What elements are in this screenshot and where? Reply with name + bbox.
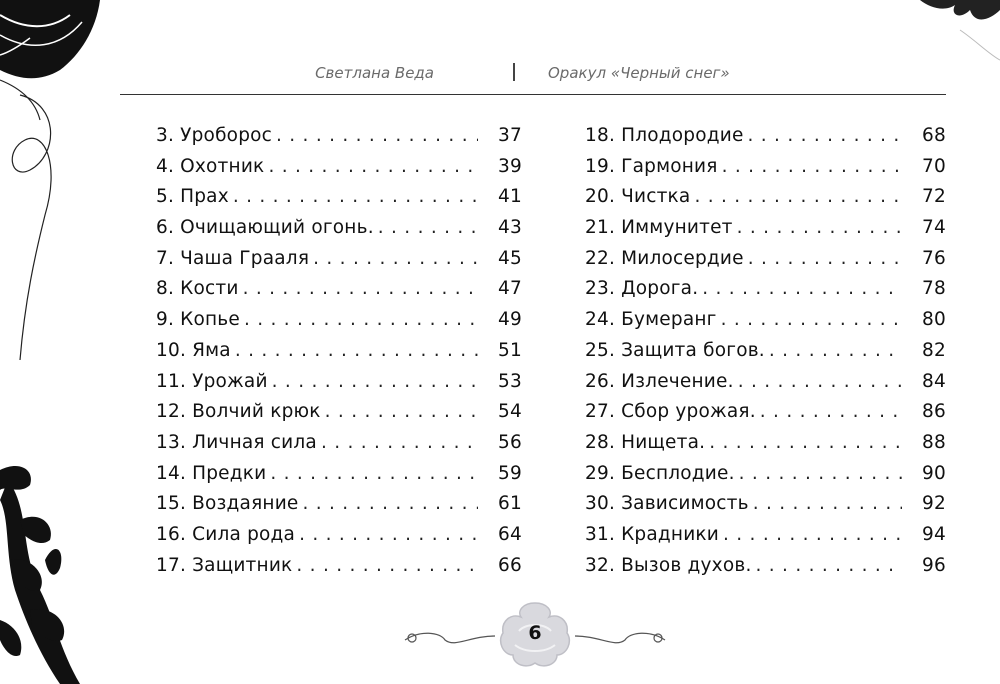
dot-leader bbox=[276, 121, 478, 152]
toc-entry bbox=[156, 182, 522, 213]
toc-entry-page: 49 bbox=[498, 309, 522, 331]
toc-entry-page: 86 bbox=[922, 401, 946, 423]
toc-entry-label: 4. Охотник bbox=[156, 155, 265, 177]
toc-entry-label: 30. Зависимость bbox=[585, 493, 749, 515]
dot-leader bbox=[709, 428, 902, 459]
toc-entry-label: 21. Иммунитет bbox=[585, 217, 733, 239]
toc-entry bbox=[585, 489, 946, 520]
toc-entry-page: 88 bbox=[922, 431, 946, 453]
toc-entry-label: 18. Плодородие bbox=[585, 125, 744, 146]
dot-leader bbox=[702, 274, 902, 305]
toc-entry bbox=[585, 397, 946, 428]
toc-entry-label: 27. Сбор урожая. bbox=[585, 401, 756, 423]
toc-entry bbox=[156, 428, 522, 459]
dot-leader bbox=[299, 520, 478, 551]
toc-entry-page: 45 bbox=[498, 247, 522, 269]
toc-entry-page: 56 bbox=[498, 431, 522, 453]
toc-entry-page: 90 bbox=[922, 462, 946, 484]
dot-leader bbox=[694, 182, 902, 213]
toc-entry bbox=[156, 336, 522, 367]
toc-entry-page: 68 bbox=[922, 125, 946, 146]
header-separator bbox=[513, 63, 515, 81]
toc-entry-label: 24. Бумеранг bbox=[585, 309, 717, 331]
toc-entry-label: 14. Предки bbox=[156, 462, 267, 484]
toc-entry bbox=[585, 182, 946, 213]
toc-entry bbox=[156, 121, 522, 152]
toc-entry-page: 80 bbox=[922, 309, 946, 331]
dot-leader bbox=[313, 244, 478, 275]
dot-leader bbox=[270, 459, 478, 490]
toc-entry-page: 70 bbox=[922, 155, 946, 177]
toc-entry-label: 11. Урожай bbox=[156, 370, 268, 392]
toc-entry-page: 66 bbox=[498, 554, 522, 576]
toc-entry bbox=[156, 397, 522, 428]
toc-entry-label: 22. Милосердие bbox=[585, 247, 744, 269]
dot-leader bbox=[738, 367, 902, 398]
dot-leader bbox=[325, 397, 478, 428]
dot-leader bbox=[296, 551, 478, 582]
toc-entry-label: 5. Прах bbox=[156, 186, 229, 208]
toc-entry-page: 94 bbox=[922, 523, 946, 545]
author-name: Светлана Веда bbox=[315, 64, 434, 82]
toc-entry bbox=[156, 367, 522, 398]
dot-leader bbox=[303, 489, 478, 520]
dot-leader bbox=[760, 397, 902, 428]
dot-leader bbox=[378, 213, 478, 244]
toc-entry-page: 92 bbox=[922, 493, 946, 515]
toc-entry-label: 3. Уроборос bbox=[156, 125, 273, 146]
toc-entry-label: 31. Крадники bbox=[585, 523, 720, 545]
toc-entry-page: 51 bbox=[498, 339, 522, 361]
toc-entry bbox=[585, 305, 946, 336]
toc-entry-page: 84 bbox=[922, 370, 946, 392]
toc-entry-page: 61 bbox=[498, 493, 522, 515]
toc-entry-page: 82 bbox=[922, 339, 946, 361]
toc-entry bbox=[585, 428, 946, 459]
toc-entry-page: 64 bbox=[498, 523, 522, 545]
toc-entry-label: 28. Нищета. bbox=[585, 431, 706, 453]
toc-entry-label: 10. Яма bbox=[156, 339, 231, 361]
toc-entry-label: 13. Личная сила bbox=[156, 431, 317, 453]
dot-leader bbox=[769, 336, 902, 367]
toc-entry bbox=[585, 459, 946, 490]
toc-entry-page: 47 bbox=[498, 278, 522, 300]
dot-leader bbox=[235, 336, 478, 367]
dot-leader bbox=[721, 305, 902, 336]
dot-leader bbox=[737, 213, 902, 244]
dot-leader bbox=[268, 152, 478, 183]
toc-entry-label: 25. Защита богов. bbox=[585, 339, 765, 361]
toc-entry bbox=[585, 336, 946, 367]
toc-entry-label: 7. Чаша Грааля bbox=[156, 247, 310, 269]
dot-leader bbox=[748, 244, 902, 275]
toc-entry-page: 54 bbox=[498, 401, 522, 423]
toc-entry bbox=[156, 520, 522, 551]
dot-leader bbox=[321, 428, 478, 459]
toc-entry bbox=[585, 213, 946, 244]
toc-entry bbox=[585, 367, 946, 398]
toc-entry-page: 96 bbox=[922, 554, 946, 576]
toc-entry-label: 26. Излечение. bbox=[585, 370, 734, 392]
toc-entry bbox=[585, 152, 946, 183]
toc-entry-label: 17. Защитник bbox=[156, 554, 293, 576]
toc-entry-label: 6. Очищающий огонь. bbox=[156, 217, 374, 239]
toc-entry bbox=[156, 489, 522, 520]
toc-entry-label: 9. Копье bbox=[156, 309, 240, 331]
toc-entry bbox=[585, 244, 946, 275]
book-title: Оракул «Черный снег» bbox=[548, 64, 730, 82]
toc-entry bbox=[585, 520, 946, 551]
toc-entry-label: 12. Волчий крюк bbox=[156, 401, 321, 423]
dot-leader bbox=[756, 551, 902, 582]
toc-entry-label: 29. Бесплодие. bbox=[585, 462, 735, 484]
toc-entry bbox=[585, 551, 946, 582]
toc-entry bbox=[156, 213, 522, 244]
toc-entry-label: 19. Гармония bbox=[585, 155, 718, 177]
corner-swirl-ornament bbox=[0, 0, 110, 420]
toc-entry-page: 37 bbox=[498, 125, 522, 146]
running-header bbox=[120, 58, 946, 95]
toc-entry-label: 32. Вызов духов. bbox=[585, 554, 752, 576]
toc-left-column bbox=[156, 121, 522, 581]
toc-entry-page: 76 bbox=[922, 247, 946, 269]
dot-leader bbox=[243, 274, 478, 305]
leaf-branch-ornament bbox=[0, 440, 95, 684]
toc-entry bbox=[585, 121, 946, 152]
toc-entry bbox=[585, 274, 946, 305]
toc-entry-page: 43 bbox=[498, 217, 522, 239]
toc-entry-page: 72 bbox=[922, 186, 946, 208]
toc-entry-label: 16. Сила рода bbox=[156, 523, 296, 545]
toc-entry-label: 15. Воздаяние bbox=[156, 493, 299, 515]
toc-entry bbox=[156, 459, 522, 490]
toc-entry bbox=[156, 305, 522, 336]
dot-leader bbox=[753, 489, 902, 520]
toc-entry-label: 20. Чистка bbox=[585, 186, 691, 208]
dot-leader bbox=[233, 182, 478, 213]
dot-leader bbox=[272, 367, 478, 398]
page-number: 6 bbox=[528, 622, 542, 644]
toc-entry-page: 53 bbox=[498, 370, 522, 392]
toc-entry-page: 78 bbox=[922, 278, 946, 300]
dot-leader bbox=[723, 520, 902, 551]
toc-entry-page: 74 bbox=[922, 217, 946, 239]
toc-entry bbox=[156, 274, 522, 305]
dot-leader bbox=[748, 121, 902, 152]
toc-entry bbox=[156, 152, 522, 183]
toc-right-column bbox=[585, 121, 946, 581]
toc-entry-label: 23. Дорога. bbox=[585, 278, 699, 300]
toc-entry bbox=[156, 244, 522, 275]
toc-entry-label: 8. Кости bbox=[156, 278, 239, 300]
dot-leader bbox=[244, 305, 478, 336]
toc-entry-page: 59 bbox=[498, 462, 522, 484]
dot-leader bbox=[739, 459, 902, 490]
dot-leader bbox=[722, 152, 902, 183]
toc-entry bbox=[156, 551, 522, 582]
toc-entry-page: 41 bbox=[498, 186, 522, 208]
toc-entry-page: 39 bbox=[498, 155, 522, 177]
